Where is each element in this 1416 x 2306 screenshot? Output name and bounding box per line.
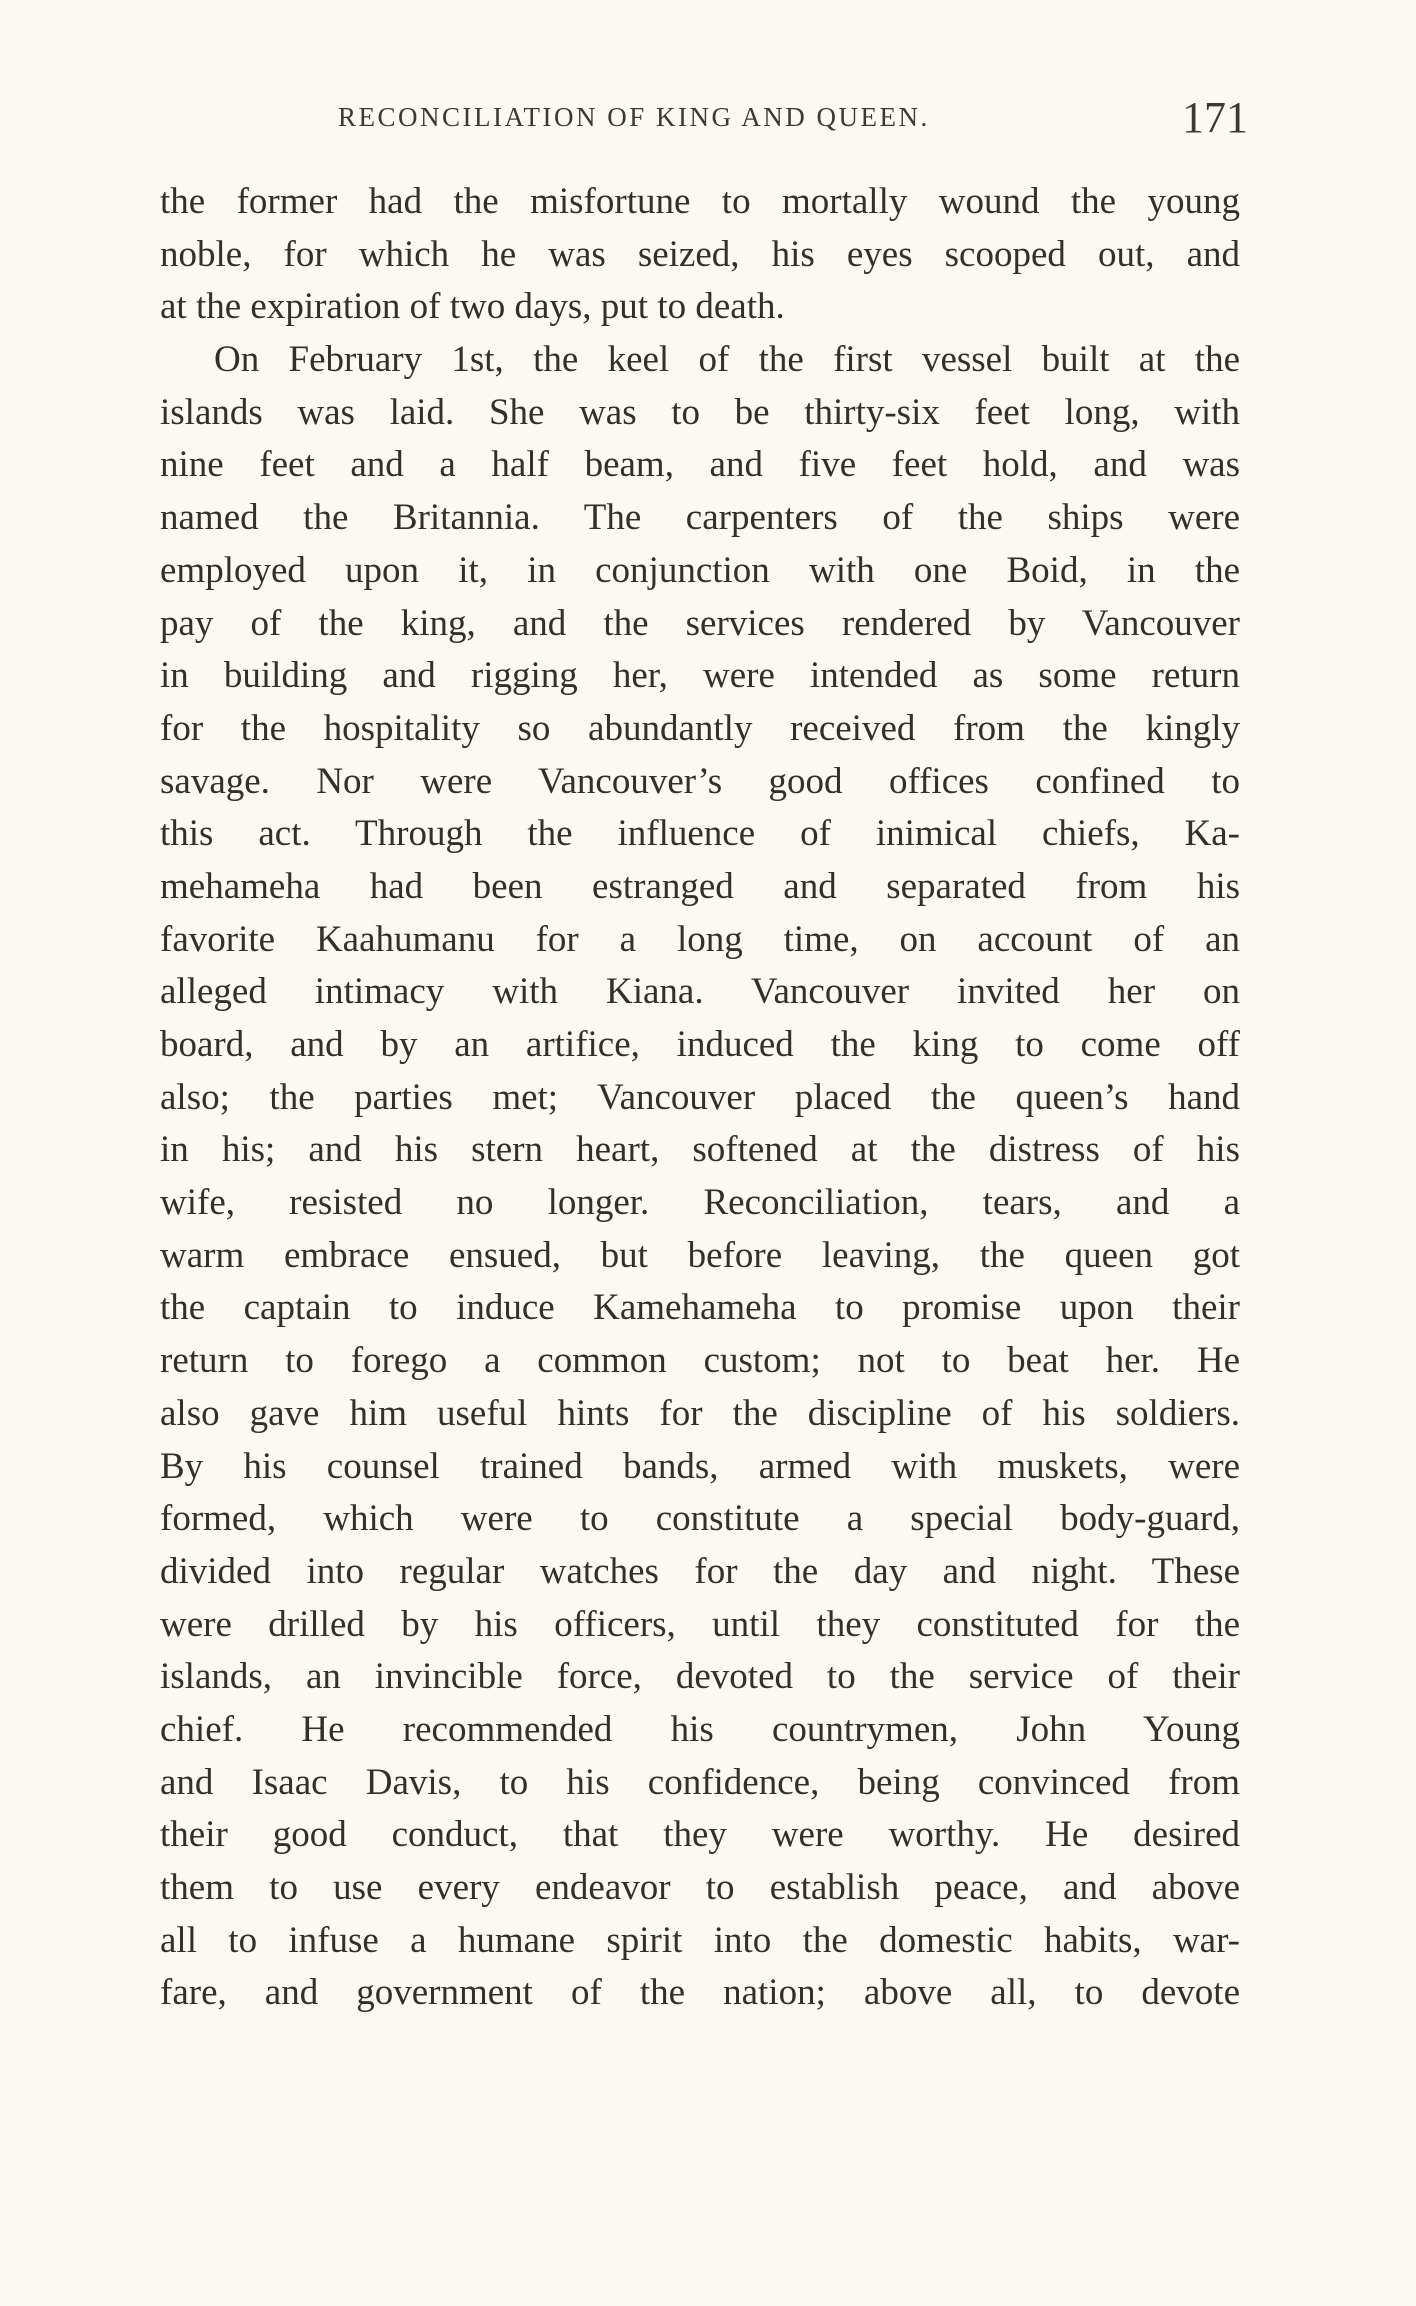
text-line: wife, resisted no longer. Reconciliation, tears, and a xyxy=(160,1182,1240,1224)
text-line: their good conduct, that they were worthy. He desired xyxy=(160,1814,1240,1856)
text-line: alleged intimacy with Kiana. Vancouver invited her on xyxy=(160,971,1240,1013)
text-line: On February 1st, the keel of the first vessel built at the xyxy=(214,339,1240,381)
text-line: noble, for which he was seized, his eyes scooped out, and xyxy=(160,233,1240,275)
text-line: islands was laid. She was to be thirty-six feet long, with xyxy=(160,391,1240,433)
text-line: divided into regular watches for the day and night. These xyxy=(160,1550,1240,1592)
text-line: in building and rigging her, were intended as some return xyxy=(160,655,1240,697)
text-line: board, and by an artifice, induced the king to come off xyxy=(160,1024,1240,1065)
text-line: By his counsel trained bands, armed with muskets, were xyxy=(160,1445,1240,1487)
text-line: nine feet and a half beam, and five feet hold, and was xyxy=(160,444,1240,486)
running-head xyxy=(160,92,1248,152)
text-line: islands, an invincible force, devoted to the service of their xyxy=(160,1656,1240,1698)
text-line: the former had the misfortune to mortally wound the young xyxy=(160,181,1240,222)
text-line: fare, and government of the nation; above all, to devote xyxy=(160,1972,1240,2014)
text-line: were drilled by his officers, until they constituted for the xyxy=(160,1603,1240,1645)
text-line: savage. Nor were Vancouver’s good offices confined to xyxy=(160,760,1240,802)
running-title: RECONCILIATION OF KING AND QUEEN. xyxy=(338,102,930,132)
text-line: the captain to induce Kamehameha to promise upon their xyxy=(160,1287,1240,1329)
text-line: mehameha had been estranged and separated from his xyxy=(160,865,1240,907)
body-text xyxy=(160,176,1240,2020)
text-line: this act. Through the influence of inimical chiefs, Ka- xyxy=(160,813,1240,855)
text-line: warm embrace ensued, but before leaving, the queen got xyxy=(160,1234,1240,1276)
page-number: 171 xyxy=(1182,93,1248,142)
text-line: for the hospitality so abundantly received from the kingly xyxy=(160,707,1240,749)
text-line: favorite Kaahumanu for a long time, on account of an xyxy=(160,918,1240,960)
text-line: all to infuse a humane spirit into the domestic habits, war- xyxy=(160,1919,1240,1961)
text-line: formed, which were to constitute a special body-guard, xyxy=(160,1498,1240,1540)
text-line: employed upon it, in conjunction with one Boid, in the xyxy=(160,549,1240,591)
text-line: chief. He recommended his countrymen, John Young xyxy=(160,1708,1240,1750)
text-line: them to use every endeavor to establish peace, and above xyxy=(160,1867,1240,1908)
text-line: also; the parties met; Vancouver placed the queen’s hand xyxy=(160,1076,1240,1118)
text-line: pay of the king, and the services rendered by Vancouver xyxy=(160,602,1240,644)
text-line: also gave him useful hints for the discipline of his soldiers. xyxy=(160,1392,1240,1434)
text-line: named the Britannia. The carpenters of the ships were xyxy=(160,497,1240,539)
text-line: at the expiration of two days, put to death. xyxy=(160,286,785,328)
text-line: in his; and his stern heart, softened at the distress of his xyxy=(160,1129,1240,1171)
text-line: return to forego a common custom; not to beat her. He xyxy=(160,1340,1240,1382)
text-line: and Isaac Davis, to his confidence, being convinced from xyxy=(160,1761,1240,1803)
